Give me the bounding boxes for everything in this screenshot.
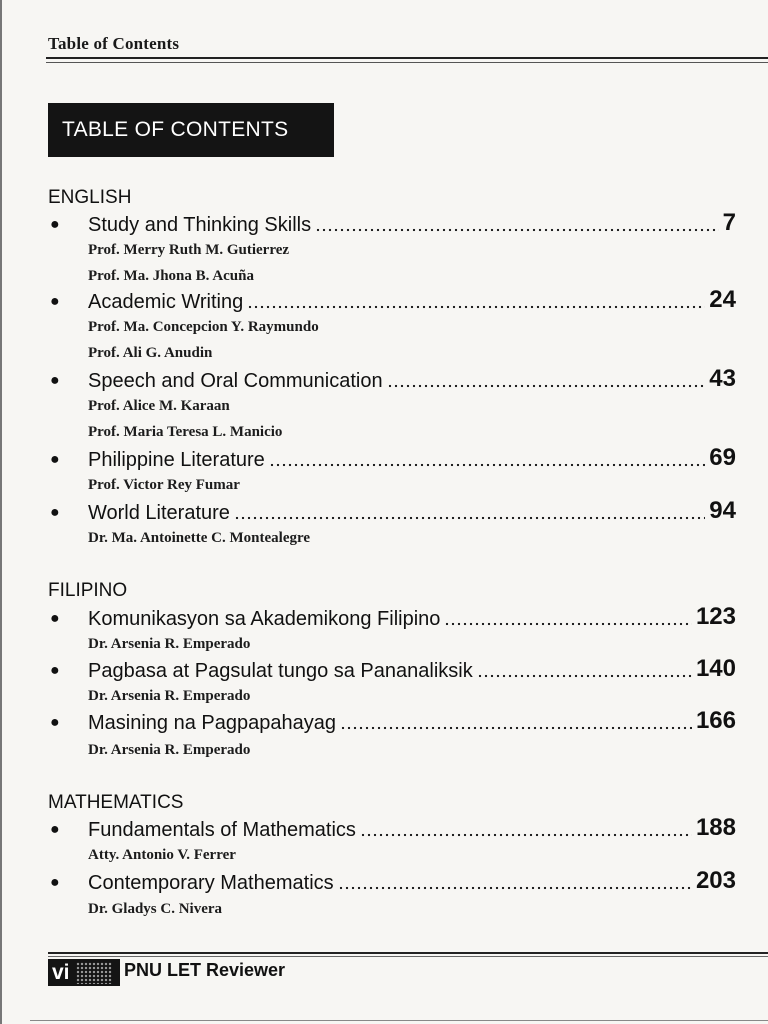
entry-title: World Literature [88, 502, 230, 524]
page-number: 24 [709, 286, 736, 313]
entry-title: Speech and Oral Communication [88, 370, 383, 392]
entry-title: Fundamentals of Mathematics [88, 819, 356, 841]
entry-title: Academic Writing [88, 291, 244, 313]
page-edge [0, 0, 2, 1024]
page-folio: vi [52, 961, 70, 984]
page-number: 140 [695, 655, 736, 682]
entry-author: Prof. Ma. Concepcion Y. Raymundo [88, 319, 319, 335]
footer-rule [48, 952, 768, 954]
page-number: 7 [722, 209, 736, 236]
folio-texture [76, 962, 112, 984]
toc-entry[interactable] [48, 813, 736, 843]
entry-title: Contemporary Mathematics [88, 872, 334, 894]
running-head: Table of Contents [48, 34, 180, 53]
page-number: 69 [709, 444, 736, 471]
page-number: 188 [695, 814, 736, 841]
entry-author: Prof. Victor Rey Fumar [88, 477, 240, 493]
entry-author: Prof. Ma. Jhona B. Acuña [88, 268, 254, 284]
dot-leader [360, 813, 692, 837]
entry-author: Prof. Ali G. Anudin [88, 345, 213, 361]
toc-entry[interactable] [48, 654, 736, 684]
folio-box [48, 959, 120, 986]
bullet-icon: ● [50, 504, 60, 521]
dot-leader [315, 208, 719, 232]
page-number: 94 [709, 497, 736, 524]
bullet-icon: ● [50, 610, 60, 627]
dot-leader [269, 443, 706, 467]
footer-title: PNU LET Reviewer [124, 960, 286, 980]
header-rule-thin [46, 62, 768, 63]
header-rule [46, 57, 768, 59]
entry-author: Prof. Merry Ruth M. Gutierrez [88, 242, 290, 258]
dot-leader [247, 285, 705, 309]
dot-leader [338, 866, 692, 890]
entry-title: Study and Thinking Skills [88, 214, 312, 236]
entry-author: Dr. Arsenia R. Emperado [88, 688, 251, 704]
bullet-icon: ● [50, 874, 60, 891]
entry-author: Atty. Antonio V. Ferrer [88, 847, 236, 863]
bullet-icon: ● [50, 662, 60, 679]
toc-entry[interactable] [48, 602, 736, 632]
section-heading-english: ENGLISH [48, 187, 132, 208]
page-number: 43 [709, 365, 736, 392]
bullet-icon: ● [50, 714, 60, 731]
entry-author: Dr. Gladys C. Nivera [88, 901, 223, 917]
toc-entry[interactable] [48, 706, 736, 736]
entry-author: Prof. Alice M. Karaan [88, 398, 230, 414]
entry-author: Dr. Ma. Antoinette C. Montealegre [88, 530, 311, 546]
dot-leader [477, 654, 692, 678]
bullet-icon: ● [50, 216, 60, 233]
toc-entry[interactable] [48, 364, 736, 394]
entry-title: Pagbasa at Pagsulat tungo sa Pananaliksik [88, 660, 473, 682]
toc-entry[interactable] [48, 443, 736, 473]
dot-leader [444, 602, 692, 626]
entry-author: Prof. Maria Teresa L. Manicio [88, 424, 283, 440]
entry-title: Komunikasyon sa Akademikong Filipino [88, 608, 441, 630]
dot-leader [387, 364, 706, 388]
section-heading-mathematics: MATHEMATICS [48, 792, 184, 813]
toc-banner [48, 103, 334, 157]
toc-entry[interactable] [48, 208, 736, 238]
page-number: 166 [695, 707, 736, 734]
toc-entry[interactable] [48, 285, 736, 315]
page-number: 123 [695, 603, 736, 630]
entry-author: Dr. Arsenia R. Emperado [88, 742, 251, 758]
toc-banner-label: TABLE OF CONTENTS [62, 118, 289, 141]
dot-leader [340, 706, 692, 730]
bullet-icon: ● [50, 372, 60, 389]
entry-author: Dr. Arsenia R. Emperado [88, 636, 251, 652]
toc-entry[interactable] [48, 496, 736, 526]
entry-title: Philippine Literature [88, 449, 265, 471]
dot-leader [234, 496, 705, 520]
entry-title: Masining na Pagpapahayag [88, 712, 336, 734]
footer-rule-thin [48, 956, 768, 957]
section-heading-filipino: FILIPINO [48, 580, 128, 601]
bullet-icon: ● [50, 293, 60, 310]
bullet-icon: ● [50, 821, 60, 838]
toc-entry[interactable] [48, 866, 736, 896]
bottom-edge-rule [30, 1020, 768, 1021]
page-number: 203 [695, 867, 736, 894]
bullet-icon: ● [50, 451, 60, 468]
